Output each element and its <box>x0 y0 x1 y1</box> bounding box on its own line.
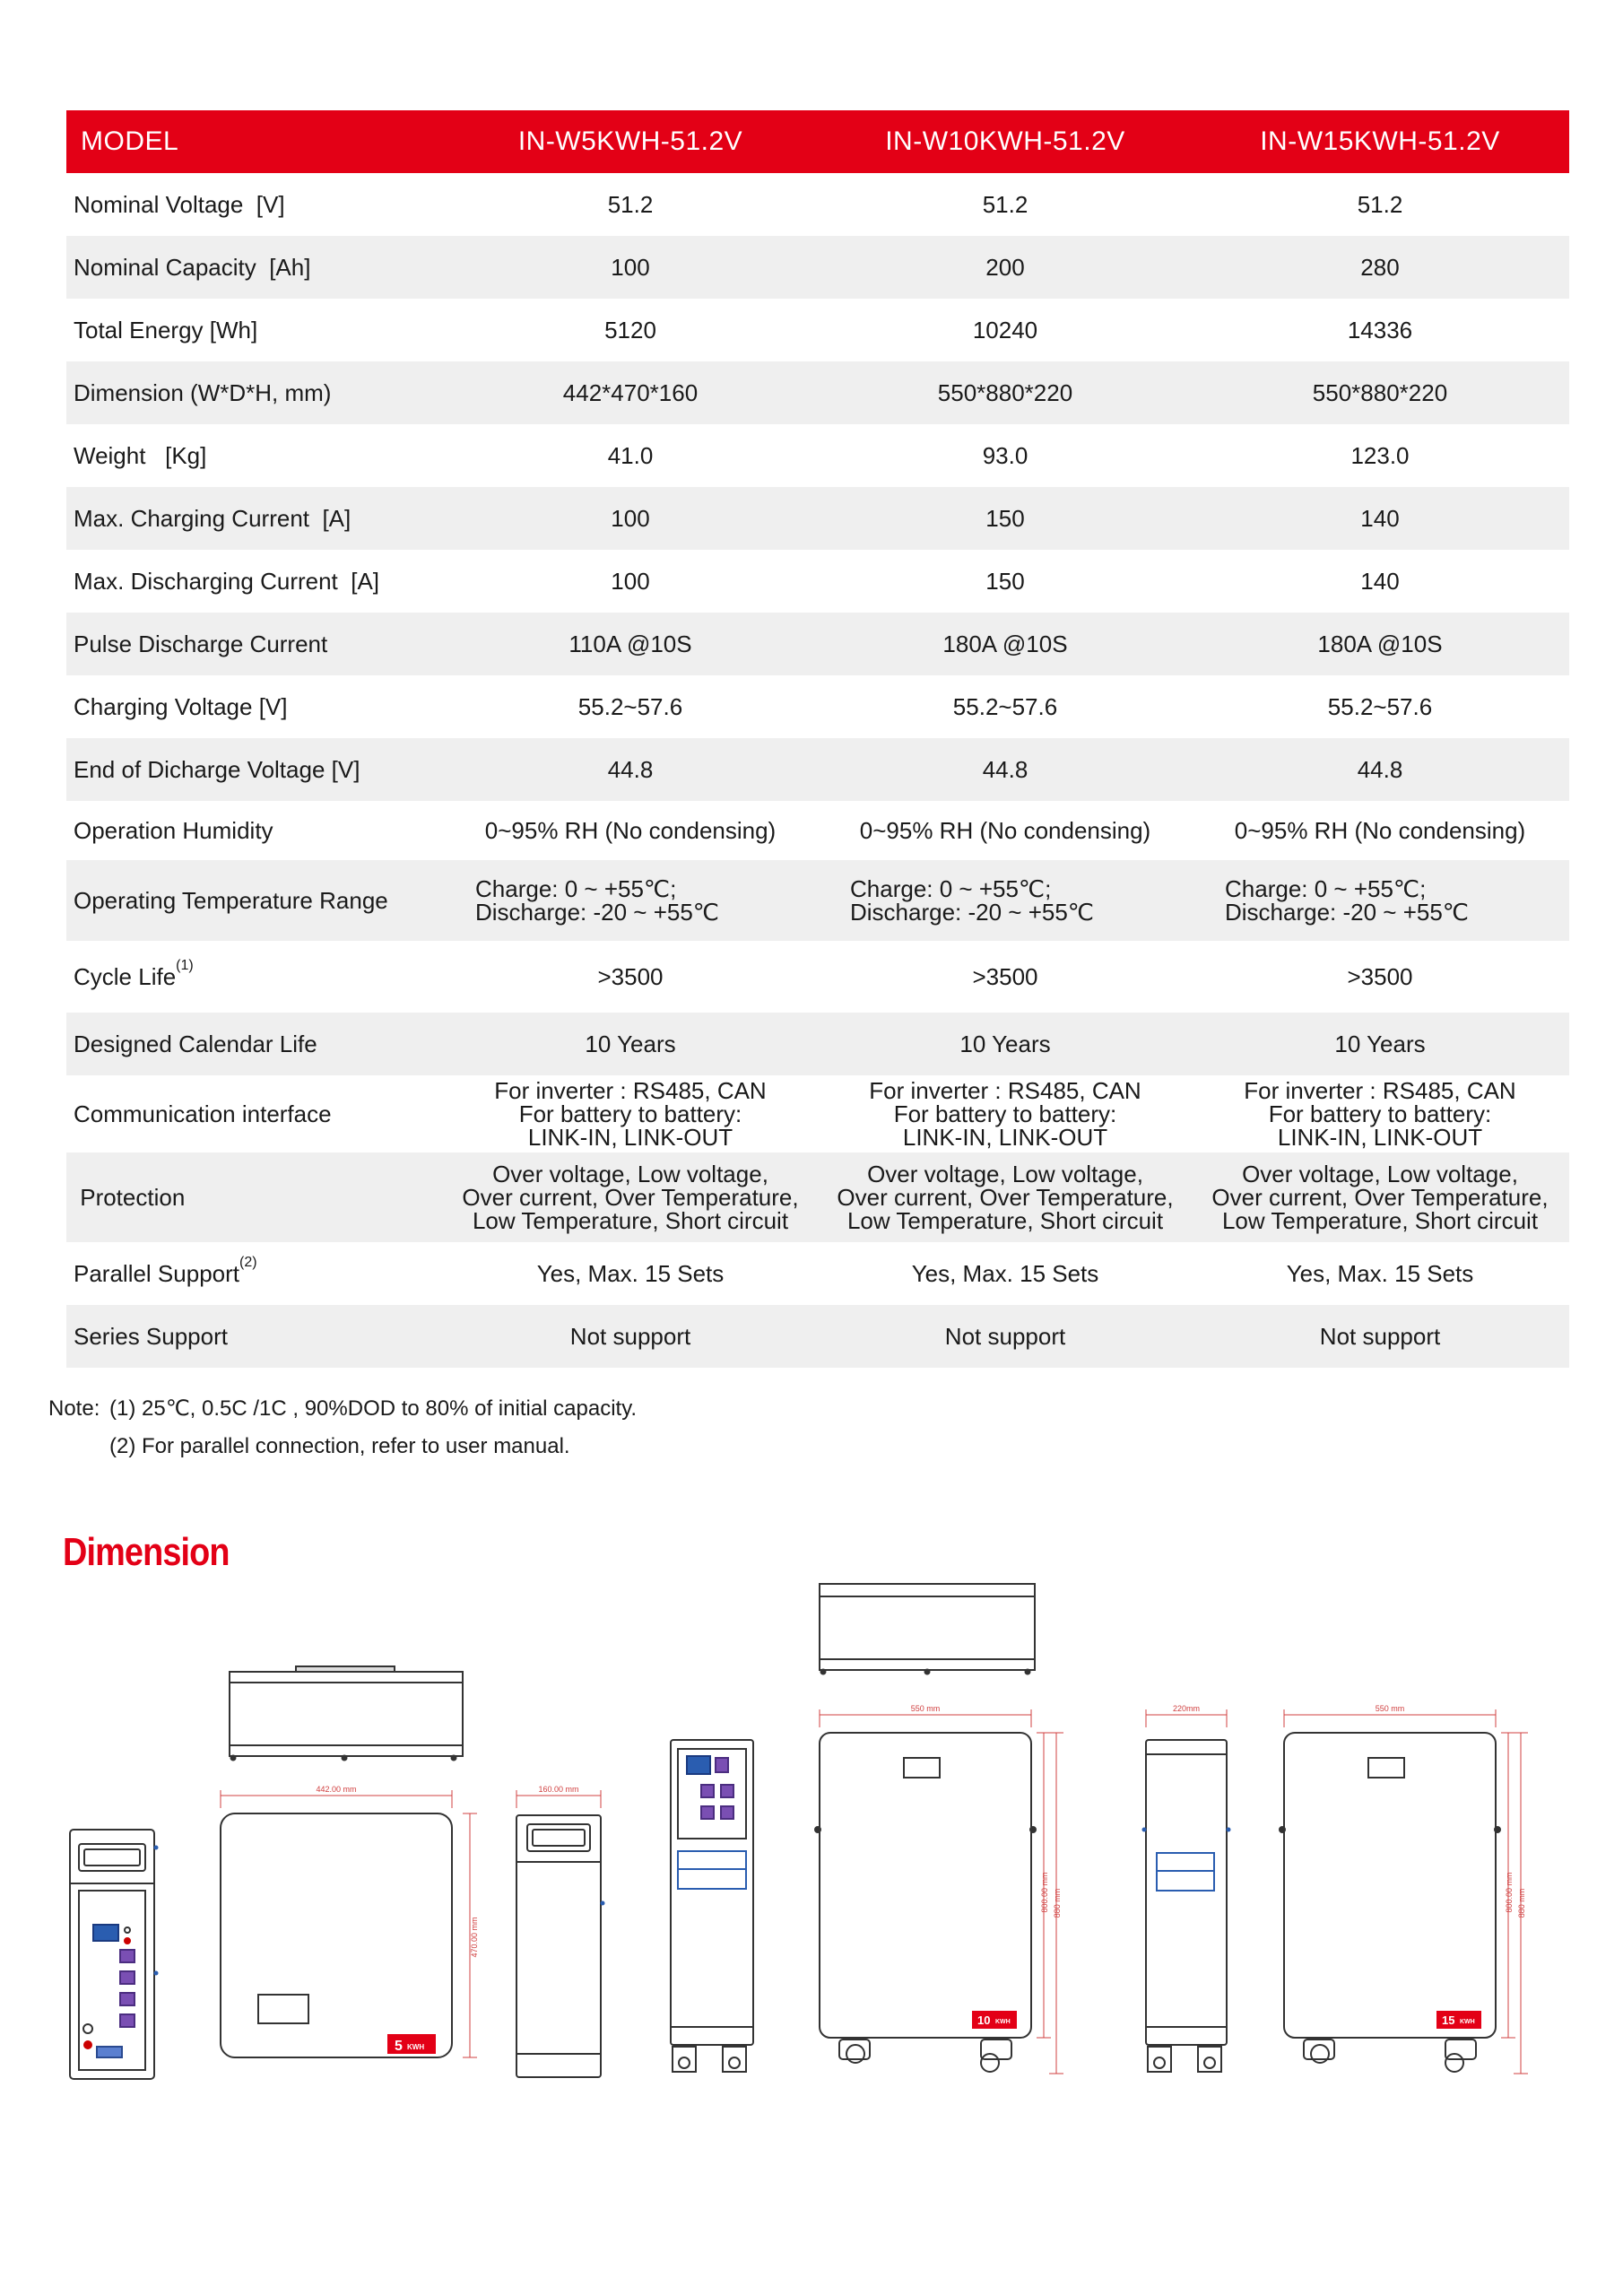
row-label <box>66 1325 443 1348</box>
row-value-model-3: >3500 <box>1347 963 1413 990</box>
row-value-model-2: Yes, Max. 15 Sets <box>911 1260 1099 1287</box>
row-label <box>66 958 443 990</box>
row-value-model-2: For inverter : RS485, CAN For battery to battery: LINK-IN, LINK-OUT <box>869 1077 1141 1151</box>
row-label <box>66 1102 443 1126</box>
row-value-model-2: 44.8 <box>982 756 1028 783</box>
row-value-model-1: 100 <box>611 254 650 281</box>
row-label <box>66 758 443 781</box>
row-value-model-1: Over voltage, Low voltage, Over current, Over Temperature, Low Temperature, Short circuit <box>462 1161 799 1234</box>
row-label-text: End of Dicharge Voltage [V] <box>74 756 360 783</box>
note-text-2: (2) For parallel connection, refer to user manual. <box>109 1434 570 1458</box>
note-text-1: (1) 25℃, 0.5C /1C , 90%DOD to 80% of initial capacity. <box>109 1396 638 1421</box>
table-row <box>66 1013 1569 1075</box>
row-label-text: Total Energy [Wh] <box>74 317 258 344</box>
row-label-text: Designed Calendar Life <box>74 1031 317 1057</box>
table-row <box>66 550 1569 613</box>
10kwh-top-view <box>820 1584 1035 1674</box>
row-label-text: Protection <box>74 1184 186 1211</box>
footnote-marker: (2) <box>239 1255 257 1270</box>
header-model: MODEL <box>81 126 179 156</box>
row-value-model-2: 10240 <box>972 317 1038 344</box>
row-value-model-2: 150 <box>985 568 1025 595</box>
row-label-text: Series Support <box>74 1323 228 1350</box>
row-value-model-3: 140 <box>1360 505 1400 532</box>
row-value-model-2: 550*880*220 <box>937 379 1073 406</box>
row-value-model-2: Charge: 0 ~ +55℃; Discharge: -20 ~ +55℃ <box>850 875 1095 926</box>
row-label <box>66 632 443 656</box>
row-value-model-1: 0~95% RH (No condensing) <box>484 817 777 844</box>
row-label <box>66 256 443 279</box>
row-value-model-2: 55.2~57.6 <box>952 693 1058 720</box>
row-value-model-3: Not support <box>1319 1323 1441 1350</box>
row-value-model-3: 280 <box>1360 254 1400 281</box>
dim-label-880-b: 880 mm <box>1517 1888 1526 1918</box>
table-row <box>66 1305 1569 1368</box>
table-row <box>66 738 1569 801</box>
row-value-model-3: 51.2 <box>1357 191 1403 218</box>
table-row <box>66 613 1569 675</box>
dim-label-880-a: 880 mm <box>1053 1888 1062 1918</box>
row-label-text: Nominal Voltage [V] <box>74 191 285 218</box>
row-value-model-1: Yes, Max. 15 Sets <box>536 1260 725 1287</box>
row-label-text: Charging Voltage [V] <box>74 693 288 720</box>
note-line-1 <box>48 1390 637 1428</box>
badge-5kwh-unit: KWH <box>407 2043 425 2051</box>
badge-15kwh-number: 15 <box>1442 2013 1455 2027</box>
row-value-model-3: Charge: 0 ~ +55℃; Discharge: -20 ~ +55℃ <box>1225 875 1470 926</box>
row-label-text: Max. Discharging Current [A] <box>74 568 380 595</box>
row-label-text: Operating Temperature Range <box>74 887 388 914</box>
dim-label-160: 160.00 mm <box>538 1785 579 1794</box>
table-row <box>66 941 1569 1013</box>
note-label: Note: <box>48 1396 100 1421</box>
row-value-model-1: Charge: 0 ~ +55℃; Discharge: -20 ~ +55℃ <box>475 875 720 926</box>
badge-10kwh-number: 10 <box>977 2013 991 2027</box>
table-body <box>66 173 1569 1368</box>
row-label-text: Communication interface <box>74 1100 332 1127</box>
row-value-model-2: 200 <box>985 254 1025 281</box>
dim-label-470: 470.00 mm <box>470 1917 479 1958</box>
table-row <box>66 1152 1569 1242</box>
dim-label-550-b: 550 mm <box>1375 1704 1405 1713</box>
row-value-model-3: 140 <box>1360 568 1400 595</box>
5kwh-side-view <box>516 1790 605 2077</box>
10kwh-front-view <box>815 1709 1063 2074</box>
row-value-model-2: >3500 <box>972 963 1038 990</box>
row-label <box>66 507 443 530</box>
table-header-row <box>66 110 1569 173</box>
row-label <box>66 570 443 593</box>
table-row <box>66 299 1569 361</box>
row-label <box>66 1186 443 1209</box>
row-value-model-3: Yes, Max. 15 Sets <box>1286 1260 1474 1287</box>
table-row <box>66 487 1569 550</box>
table-row <box>66 860 1569 941</box>
row-value-model-3: 550*880*220 <box>1312 379 1448 406</box>
row-label-text: Cycle Life <box>74 963 177 990</box>
table-row <box>66 1075 1569 1152</box>
dim-label-800-b: 800.00 mm <box>1505 1872 1514 1913</box>
table-row <box>66 236 1569 299</box>
row-label <box>66 1255 443 1287</box>
dim-label-220: 220mm <box>1172 1704 1201 1713</box>
row-value-model-1: 5120 <box>604 317 656 344</box>
5kwh-front-view <box>221 1790 477 2057</box>
badge-10kwh <box>972 2011 1017 2029</box>
row-value-model-2: Not support <box>944 1323 1066 1350</box>
dim-label-800-a: 800.00 mm <box>1040 1872 1049 1913</box>
row-value-model-2: 51.2 <box>982 191 1028 218</box>
table-row <box>66 675 1569 738</box>
row-value-model-1: 41.0 <box>607 442 654 469</box>
row-label <box>66 695 443 718</box>
row-label <box>66 193 443 216</box>
row-value-model-2: 0~95% RH (No condensing) <box>859 817 1151 844</box>
5kwh-top-view <box>230 1666 463 1761</box>
row-value-model-1: 55.2~57.6 <box>577 693 683 720</box>
row-value-model-1: 100 <box>611 568 650 595</box>
badge-15kwh-unit: KWH <box>1460 2019 1475 2025</box>
15kwh-front-view <box>1280 1709 1528 2074</box>
badge-5kwh-number: 5 <box>395 2039 403 2054</box>
badge-15kwh <box>1436 2011 1481 2029</box>
table-row <box>66 173 1569 236</box>
row-value-model-1: Not support <box>569 1323 691 1350</box>
row-value-model-1: 442*470*160 <box>562 379 699 406</box>
row-label <box>66 889 443 912</box>
footnote-marker: (1) <box>176 958 194 973</box>
row-label-text: Parallel Support <box>74 1260 239 1287</box>
row-label <box>66 381 443 404</box>
row-value-model-2: Over voltage, Low voltage, Over current, Over Temperature, Low Temperature, Short circuit <box>837 1161 1174 1234</box>
row-value-model-1: 10 Years <box>585 1031 676 1057</box>
row-value-model-3: 14336 <box>1347 317 1413 344</box>
row-value-model-2: 93.0 <box>982 442 1028 469</box>
header-model-5kwh: IN-W5KWH-51.2V <box>517 126 743 156</box>
10kwh-side-panel-view <box>671 1740 753 2072</box>
row-value-model-1: 110A @10S <box>568 631 692 657</box>
row-value-model-3: 55.2~57.6 <box>1327 693 1433 720</box>
row-value-model-3: 44.8 <box>1357 756 1403 783</box>
dimension-drawings <box>0 1561 1623 2117</box>
table-row <box>66 424 1569 487</box>
row-label <box>66 819 443 842</box>
row-value-model-3: 180A @10S <box>1317 631 1443 657</box>
dim-label-442: 442.00 mm <box>316 1785 357 1794</box>
table-row <box>66 1242 1569 1305</box>
row-label <box>66 444 443 467</box>
dim-label-550-a: 550 mm <box>910 1704 941 1713</box>
table-row <box>66 361 1569 424</box>
row-value-model-3: 10 Years <box>1334 1031 1426 1057</box>
badge-5kwh <box>387 2034 436 2054</box>
row-label <box>66 1032 443 1056</box>
badge-10kwh-unit: KWH <box>995 2019 1011 2025</box>
row-value-model-1: 51.2 <box>607 191 654 218</box>
row-value-model-1: 100 <box>611 505 650 532</box>
5kwh-side-panel-view <box>70 1830 159 2079</box>
row-label-text: Nominal Capacity [Ah] <box>74 254 311 281</box>
row-label-text: Max. Charging Current [A] <box>74 505 352 532</box>
row-value-model-1: 44.8 <box>607 756 654 783</box>
row-value-model-3: 0~95% RH (No condensing) <box>1234 817 1526 844</box>
dimension-title: Dimension <box>63 1530 230 1574</box>
row-value-model-2: 180A @10S <box>942 631 1068 657</box>
note-line-2 <box>48 1428 637 1465</box>
row-label <box>66 318 443 342</box>
row-label-text: Weight [Kg] <box>74 442 207 469</box>
row-value-model-3: For inverter : RS485, CAN For battery to battery: LINK-IN, LINK-OUT <box>1244 1077 1516 1151</box>
row-value-model-2: 150 <box>985 505 1025 532</box>
row-value-model-3: Over voltage, Low voltage, Over current, Over Temperature, Low Temperature, Short circuit <box>1211 1161 1549 1234</box>
notes <box>48 1390 637 1465</box>
header-model-10kwh: IN-W10KWH-51.2V <box>885 126 1125 156</box>
row-value-model-1: For inverter : RS485, CAN For battery to battery: LINK-IN, LINK-OUT <box>494 1077 767 1151</box>
row-label-text: Pulse Discharge Current <box>74 631 328 657</box>
header-model-15kwh: IN-W15KWH-51.2V <box>1260 126 1500 156</box>
row-label-text: Operation Humidity <box>74 817 273 844</box>
spec-table <box>66 110 1569 1368</box>
row-value-model-2: 10 Years <box>959 1031 1051 1057</box>
table-row <box>66 801 1569 860</box>
row-value-model-3: 123.0 <box>1350 442 1410 469</box>
15kwh-side-view <box>1142 1709 1231 2072</box>
row-value-model-1: >3500 <box>597 963 664 990</box>
row-label-text: Dimension (W*D*H, mm) <box>74 379 332 406</box>
